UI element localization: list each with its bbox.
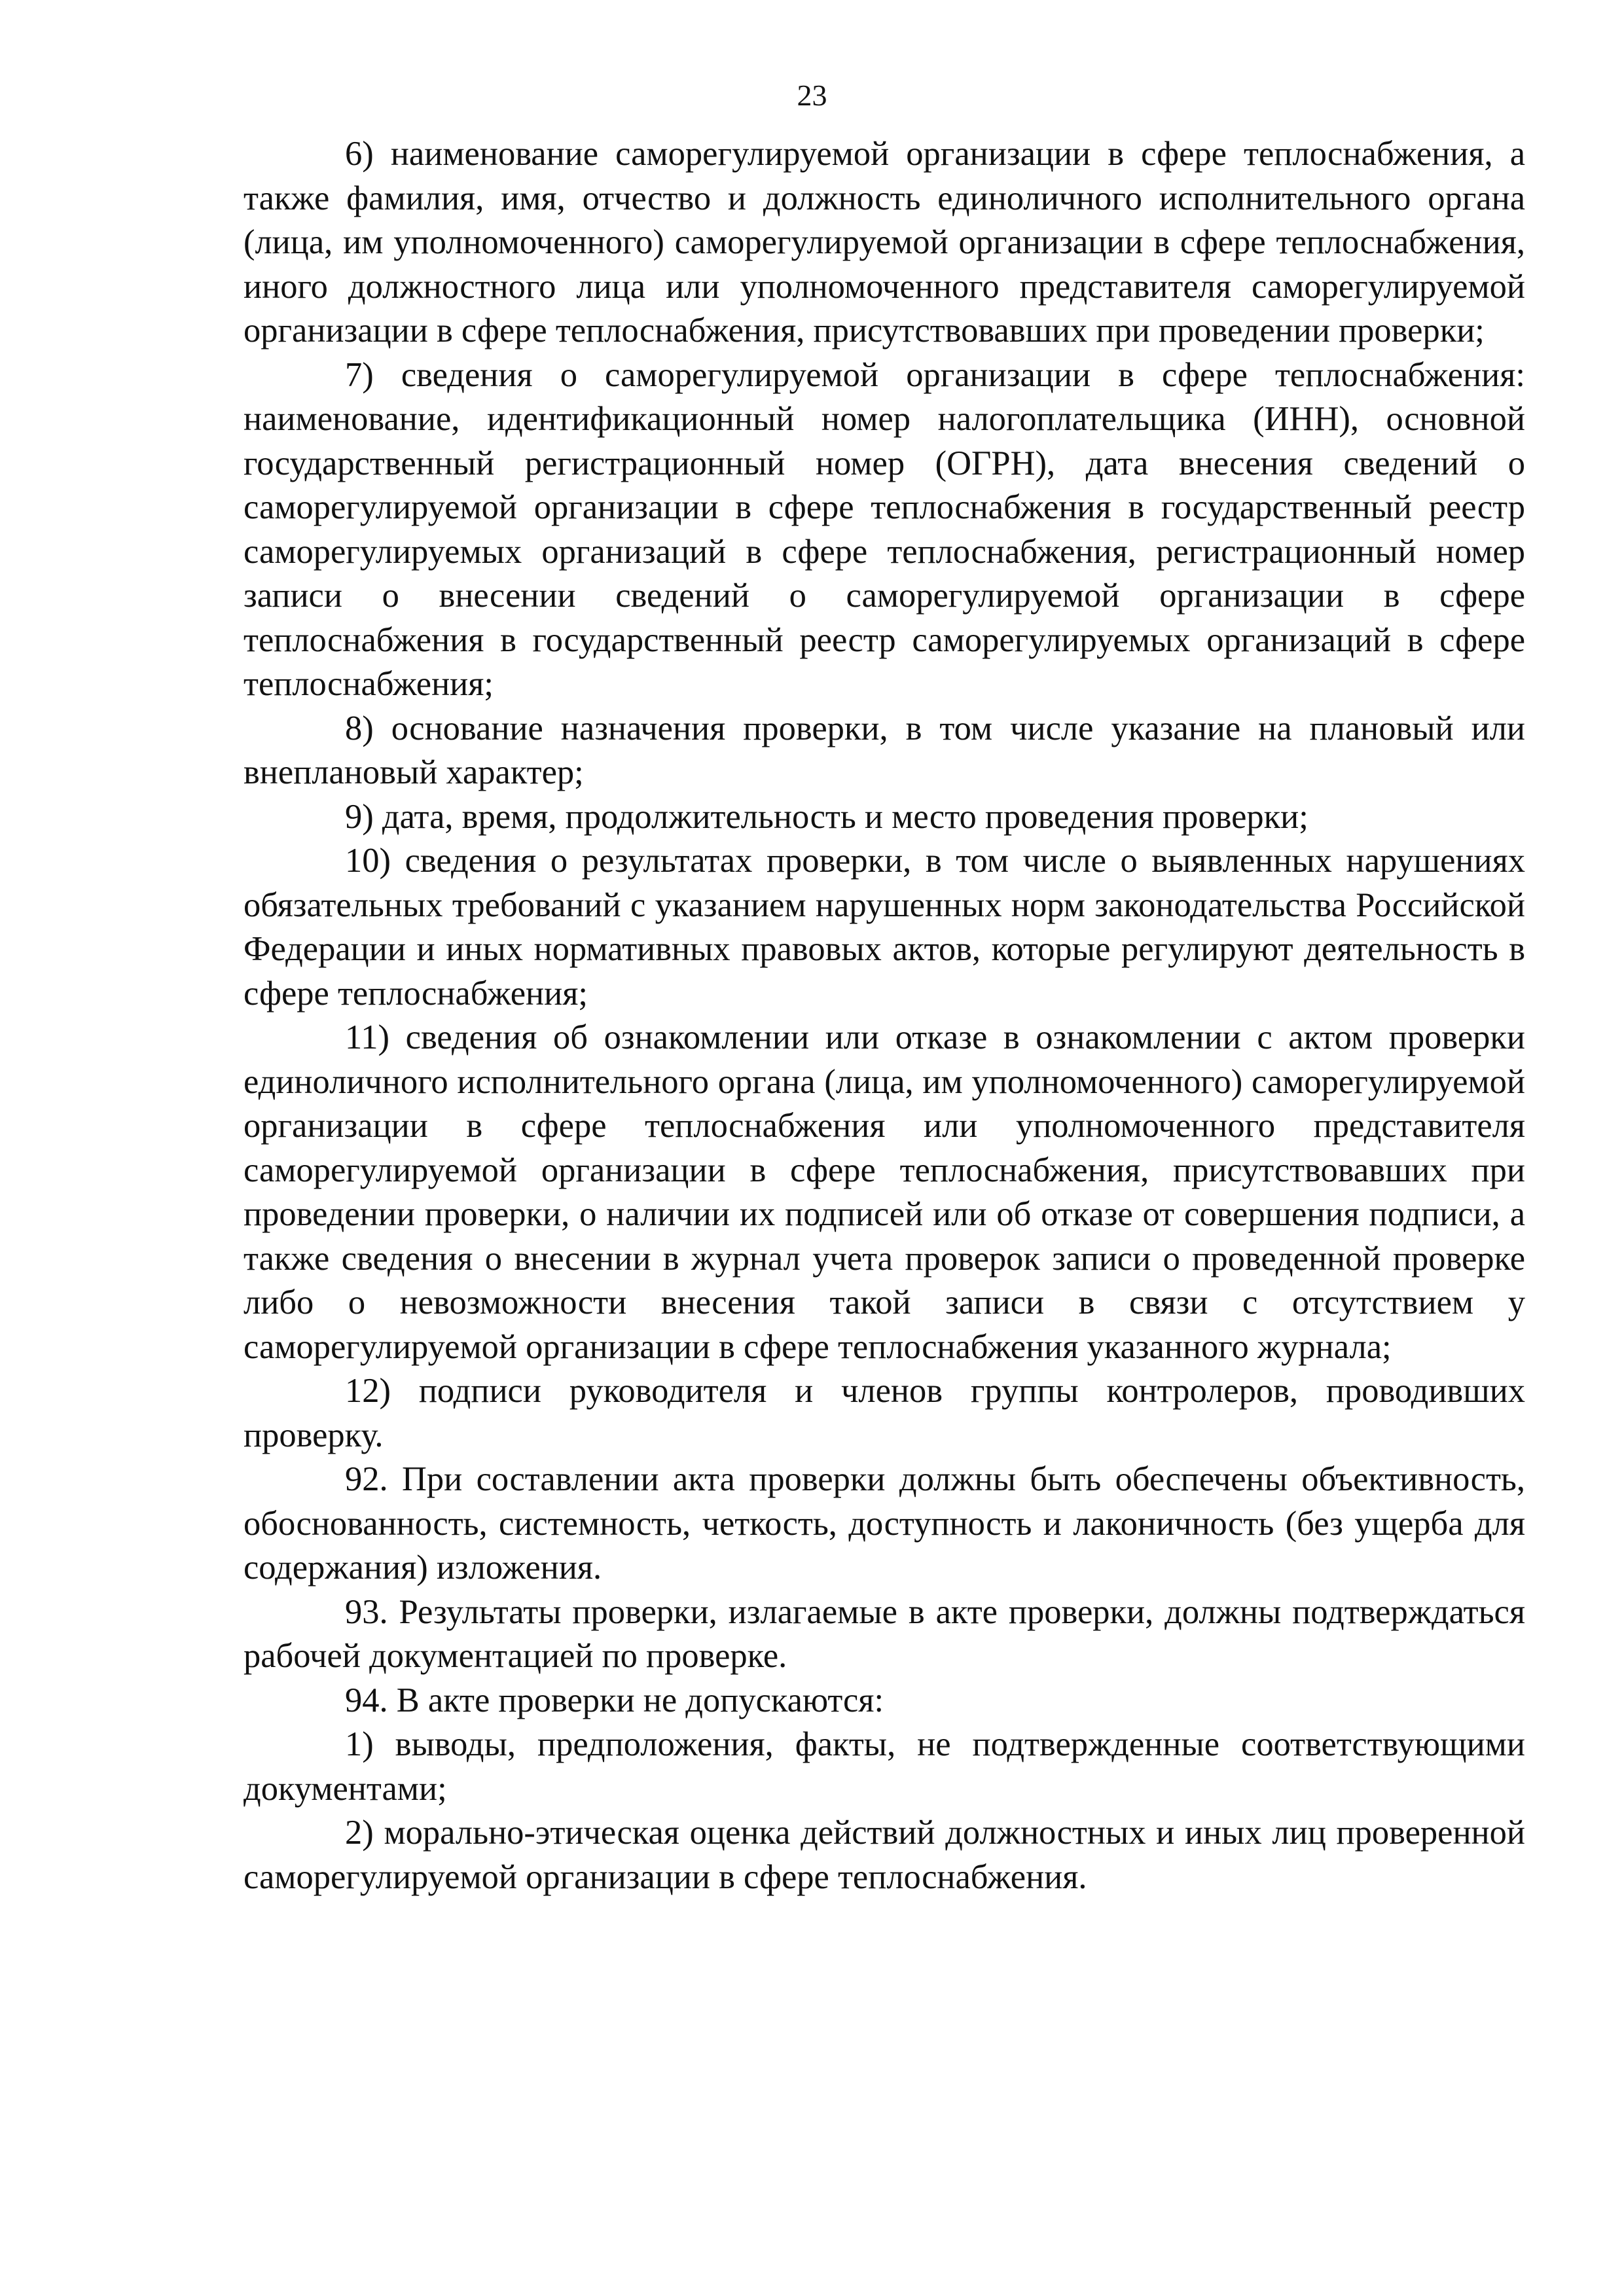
- paragraph-subitem-2: 2) морально-этическая оценка действий должностных и иных лиц проверенной саморегулируемой организации в сфере теплоснабжения.: [244, 1814, 1525, 1896]
- paragraph-item-7: 7) сведения о саморегулируемой организации в сфере теплоснабжения: наименование, идентификационный номер налогоплательщика (ИНН), основной государственный регистрационный номер (ОГРН), дата внесения сведений о саморегулируемой организации в сфере теплоснабжения в государственный реестр саморегулируемых организаций в сфере теплоснабжения, регистрационный номер записи о внесении сведений о саморегулируемой организации в сфере теплоснабжения в государственный реестр саморегулируемых организаций в сфере теплоснабжения;: [244, 355, 1525, 703]
- paragraph-item-8: 8) основание назначения проверки, в том числе указание на плановый или внеплановый характер;: [244, 709, 1525, 791]
- paragraph-item-9: 9) дата, время, продолжительность и место проведения проверки;: [345, 797, 1308, 836]
- paragraph-item-6: 6) наименование саморегулируемой организации в сфере теплоснабжения, а также фамилия, имя, отчество и должность единоличного исполнительного органа (лица, им уполномоченного) саморегулируемой организации в сфере теплоснабжения, иного должностного лица или уполномоченного представителя саморегулируемой организации в сфере теплоснабжения, присутствовавших при проведении проверки;: [244, 135, 1525, 350]
- paragraph-subitem-1: 1) выводы, предположения, факты, не подтвержденные соответствующими документами;: [244, 1725, 1525, 1808]
- document-body: [244, 132, 1525, 1899]
- paragraph-clause-94: 94. В акте проверки не допускаются:: [345, 1681, 884, 1719]
- paragraph-clause-93: 93. Результаты проверки, излагаемые в акте проверки, должны подтверждаться рабочей документацией по проверке.: [244, 1592, 1525, 1675]
- paragraph-item-11: 11) сведения об ознакомлении или отказе в ознакомлении с актом проверки единоличного исполнительного органа (лица, им уполномоченного) саморегулируемой организации в сфере теплоснабжения или уполномоченного представителя саморегулируемой организации в сфере теплоснабжения, присутствовавших при проведении проверки, о наличии их подписей или об отказе от совершения подписи, а также сведения о внесении в журнал учета проверок записи о проведенной проверке либо о невозможности внесения такой записи в связи с отсутствием у саморегулируемой организации в сфере теплоснабжения указанного журнала;: [244, 1018, 1525, 1366]
- page-number: 23: [797, 79, 827, 112]
- paragraph-item-10: 10) сведения о результатах проверки, в том числе о выявленных нарушениях обязательных требований с указанием нарушенных норм законодательства Российской Федерации и иных нормативных правовых актов, которые регулируют деятельность в сфере теплоснабжения;: [244, 842, 1525, 1013]
- paragraph-item-12: 12) подписи руководителя и членов группы контролеров, проводивших проверку.: [244, 1372, 1525, 1454]
- paragraph-clause-92: 92. При составлении акта проверки должны быть обеспечены объективность, обоснованность, системность, четкость, доступность и лаконичность (без ущерба для содержания) изложения.: [244, 1460, 1525, 1587]
